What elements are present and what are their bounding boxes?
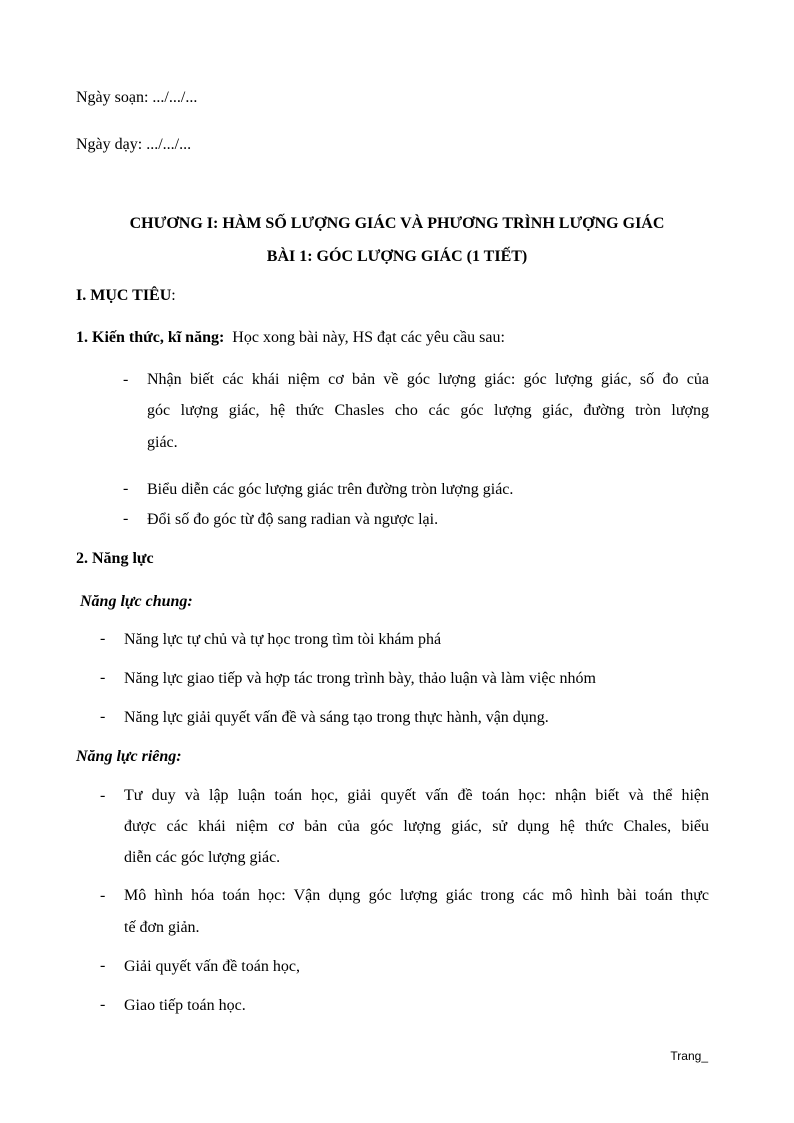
list-item-line: Giải quyết vấn đề toán học,: [124, 958, 300, 975]
list-item-line: giác.: [147, 434, 178, 451]
list-item-line: diễn các góc lượng giác.: [124, 849, 281, 866]
list-item-line: Năng lực giải quyết vấn đề và sáng tạo trong thực hành, vận dụng.: [124, 709, 549, 726]
specific-competence-heading: Năng lực riêng:: [76, 748, 182, 765]
list-bullet: -: [123, 371, 129, 388]
list-item-line: Đổi số đo góc từ độ sang radian và ngược lại.: [147, 511, 439, 528]
list-bullet: -: [100, 887, 106, 904]
list-item-line: Tư duy và lập luận toán học, giải quyết vấn đề toán học: nhận biết và thể hiện: [124, 787, 709, 804]
prep-date: Ngày soạn: .../.../...: [76, 89, 198, 106]
list-item-line: Năng lực giao tiếp và hợp tác trong trình bày, thảo luận và làm việc nhóm: [124, 670, 596, 687]
list-item-line: tế đơn giản.: [124, 919, 200, 936]
teach-date: Ngày dạy: .../.../...: [76, 136, 192, 153]
list-bullet: -: [100, 669, 106, 686]
list-item-line: Biểu diễn các góc lượng giác trên đường tròn lượng giác.: [147, 481, 514, 498]
lesson-title: BÀI 1: GÓC LƯỢNG GIÁC (1 TIẾT): [266, 248, 528, 265]
section-heading: [76, 286, 176, 306]
knowledge-intro: Học xong bài này, HS đạt các yêu cầu sau:: [232, 329, 505, 346]
list-item-line: được các khái niệm cơ bản của góc lượng giác, sử dụng hệ thức Chales, biểu: [124, 818, 709, 835]
list-bullet: -: [123, 510, 129, 527]
list-bullet: -: [123, 480, 129, 497]
list-bullet: -: [100, 996, 106, 1013]
list-item-line: Giao tiếp toán học.: [124, 997, 246, 1014]
list-bullet: -: [100, 630, 106, 647]
general-competence-heading: Năng lực chung:: [80, 593, 193, 610]
list-item-line: góc lượng giác, hệ thức Chasles cho các góc lượng giác, đường tròn lượng: [147, 402, 709, 419]
knowledge-heading: [76, 328, 505, 348]
list-bullet: -: [100, 957, 106, 974]
competence-heading: 2. Năng lực: [76, 550, 154, 567]
knowledge-label: 1. Kiến thức, kĩ năng:: [76, 329, 225, 346]
list-item-line: Mô hình hóa toán học: Vận dụng góc lượng giác trong các mô hình bài toán thực: [124, 887, 709, 904]
section-heading-text: I. MỤC TIÊU: [76, 287, 172, 304]
list-item-line: Nhận biết các khái niệm cơ bản về góc lượng giác: góc lượng giác, số đo của: [147, 371, 709, 388]
list-item-line: Năng lực tự chủ và tự học trong tìm tòi khám phá: [124, 631, 442, 648]
page-number: Trang_: [670, 1049, 708, 1063]
list-bullet: -: [100, 787, 106, 804]
list-bullet: -: [100, 708, 106, 725]
chapter-title: CHƯƠNG I: HÀM SỐ LƯỢNG GIÁC VÀ PHƯƠNG TRÌNH LƯỢNG GIÁC: [129, 215, 665, 232]
section-heading-colon: :: [171, 287, 176, 304]
